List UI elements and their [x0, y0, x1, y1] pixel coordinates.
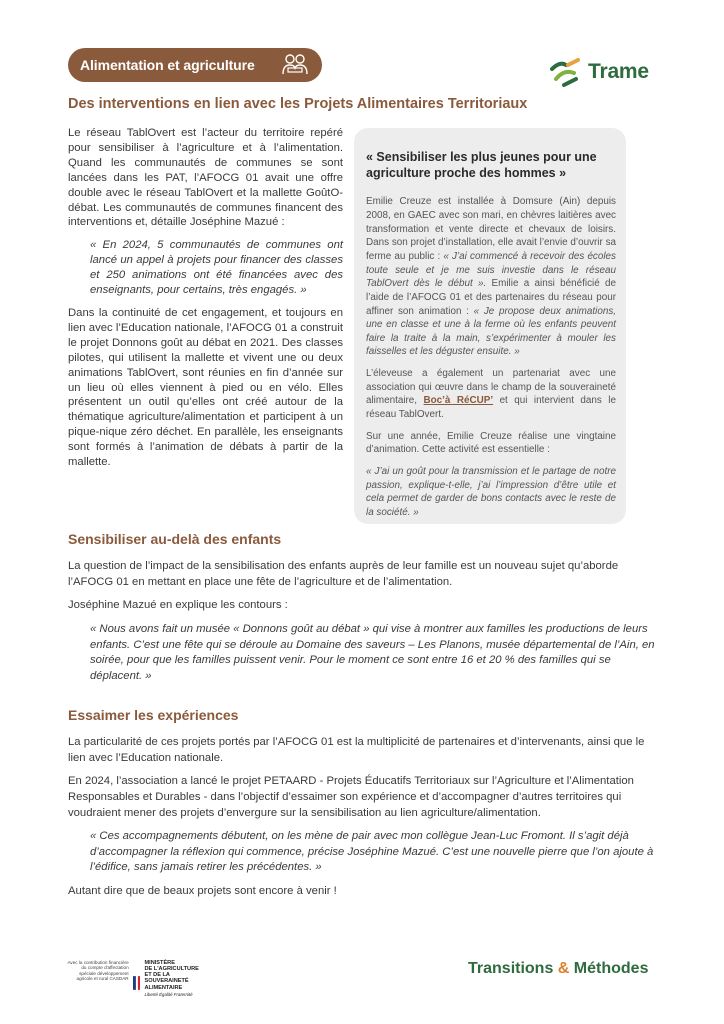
section-heading: Sensibiliser au-delà des enfants [68, 531, 282, 547]
testimonial-title: « Sensibiliser les plus jeunes pour une agriculture proche des hommes » [366, 150, 597, 180]
text: Emilie Creuze est installée à Domsure (Ain) depuis 2008, en GAEC avec son mari, en chèvres laitières avec transformation et vente directe et chevaux de loisirs. Dans son projet d’installation, elle avait l’envie d’ouvrir sa ferme au public : [366, 196, 616, 262]
trame-logo [550, 56, 658, 88]
ministry-name [144, 958, 214, 1008]
paragraph: La particularité de ces projets portés par l’AFOCG 01 est la multiplicité de partenaires et d’intervenants, ainsi que le lien avec l’Education nationale. [68, 736, 645, 764]
testimonial-box [354, 128, 626, 524]
trame-logo-text: Trame [588, 60, 649, 83]
bocarecup-link[interactable]: Boc’à RéCUP’ [423, 395, 494, 407]
section-tag [68, 48, 322, 82]
paragraph: Autant dire que de beaux projets sont encore à venir ! [68, 884, 337, 897]
section-beyond-children [68, 530, 658, 692]
text: L’éleveuse a également un partenariat avec une association qui œuvre dans le champ de la souveraineté alimentaire, [366, 368, 616, 407]
quote: « Nous avons fait un musée « Donnons goût au débat » qui vise à montrer aux familles les productions de leurs enfants. C’est une fête qui se déroule au Domaine des saveurs – Les Planons, musée départemental de l’Ain, en soirée, pour que les familles puissent venir. Pour le moment ce sont entre 16 et 20 % des familles qui se déplacent. » [90, 623, 655, 682]
paragraph: En 2024, l’association a lancé le projet PETAARD - Projets Éducatifs Territoriaux sur l’Agriculture et l’Alimentation Responsables et Durables - dans l’objectif d’essaimer son expérience et d’accompagner d’autres territoires qui voudraient mener des projets d’envergure sur la sensibilisation au lien agriculture/alimentation. [68, 775, 634, 819]
transitions-methodes-logo [468, 960, 648, 978]
quote: « En 2024, 5 communautés de communes ont lancé un appel à projets pour financer des classes et 250 animations ont été financées avec des enseignants, pour certains, très engagés. » [90, 239, 343, 297]
inline-quote: « Je propose deux animations, une en classe et une à la ferme où les enfants peuvent faire la traite à la main, s’expérimenter à mouler les faisselles et les déguster ensuite. » [366, 305, 617, 358]
section-tag-label: Alimentation et agriculture [80, 57, 255, 73]
brand-text: Transitions [468, 960, 558, 977]
testimonial-paragraph [366, 367, 616, 422]
testimonial-paragraph [366, 195, 616, 359]
brand-text: Méthodes [569, 960, 649, 977]
ministry-line: DE L'AGRICULTURE [144, 966, 199, 973]
inline-quote: « J’ai commencé à recevoir des écoles toute seule et je me suis investie dans le réseau TablOvert dès le début ». [366, 250, 616, 290]
paragraph: Le réseau TablOvert est l’acteur du territoire repéré pour sensibiliser à l’agriculture et à l’alimentation. Quand les communautés de communes se sont lancées dans les PAT, l’AFOCG 01 avait une offre double avec le réseau TablOvert et la mallette GoûtO-débat. Les communautés de communes financent des interventions et, détaille Joséphine Mazué : [68, 127, 343, 229]
trame-logo-icon [550, 57, 582, 87]
inline-quote: « J’ai un goût pour la transmission et le partage de notre passion, explique-t-elle, j’ai l’impression d’être utile et cela permet de garder de bons contacts avec le reste de la société. » [366, 466, 616, 519]
page-title: Des interventions en lien avec les Projets Alimentaires Territoriaux [68, 96, 528, 112]
section-spread-experiences [68, 706, 658, 908]
text: Emilie a ainsi bénéficié de l’aide de l’AFOCG 01 et des partenaires du réseau pour affiner son animation : [366, 278, 616, 317]
funding-note: Avec la contribution financière du compte d'affectation spéciale développement agricole et rural CASDAR [67, 960, 129, 981]
paragraph: Joséphine Mazué en explique les contours : [68, 599, 288, 612]
text: et qui intervient dans le réseau TablOvert. [366, 395, 616, 421]
brand-ampersand: & [557, 960, 570, 977]
section-heading: Essaimer les expériences [68, 707, 239, 723]
marianne-flag-icon [133, 958, 141, 1008]
people-table-icon [280, 52, 310, 78]
ministry-logo [64, 958, 214, 1008]
ministry-line: MINISTÈRE [144, 960, 175, 966]
left-column [68, 126, 343, 478]
ministry-line: ET DE LA SOUVERAINETÉ [144, 972, 189, 985]
paragraph: Dans la continuité de cet engagement, et toujours en lien avec l’Education nationale, l’AFOCG 01 a construit le projet Donnons goût au débat en 2021. Des classes pilotes, qui utilisent la mallette et vivent une ou deux animations TablOvert, sont réunies en fin d’année sur un lieu où elles viennent à pied ou en vélo. Elles présentent un outil qu’elles ont créé autour de la thématique agriculture/alimentation et participent à un pique-nique zéro déchet. En parallèle, les enseignants sont formés à l’animation de débats à partir de la mallette. [68, 306, 343, 469]
ministry-devise: Liberté Égalité Fraternité [144, 991, 193, 997]
testimonial-paragraph: Sur une année, Emilie Creuze réalise une vingtaine d’animation. Cette activité est essentielle : [366, 430, 616, 456]
quote: « Ces accompagnements débutent, on les mène de pair avec mon collègue Jean-Luc Fromont. Il s’agit déjà d’accompagner la réflexion qui commence, précise Joséphine Mazué. C’est une nouvelle pierre que l’on ajoute à l’édifice, sans jamais retirer les précédentes. » [90, 830, 654, 874]
paragraph: La question de l’impact de la sensibilisation des enfants auprès de leur famille est un nouveau sujet qu’aborde l’AFOCG 01 en mettant en place une fête de l’agriculture et de l’alimentation. [68, 560, 619, 588]
ministry-line: ALIMENTAIRE [144, 984, 183, 991]
